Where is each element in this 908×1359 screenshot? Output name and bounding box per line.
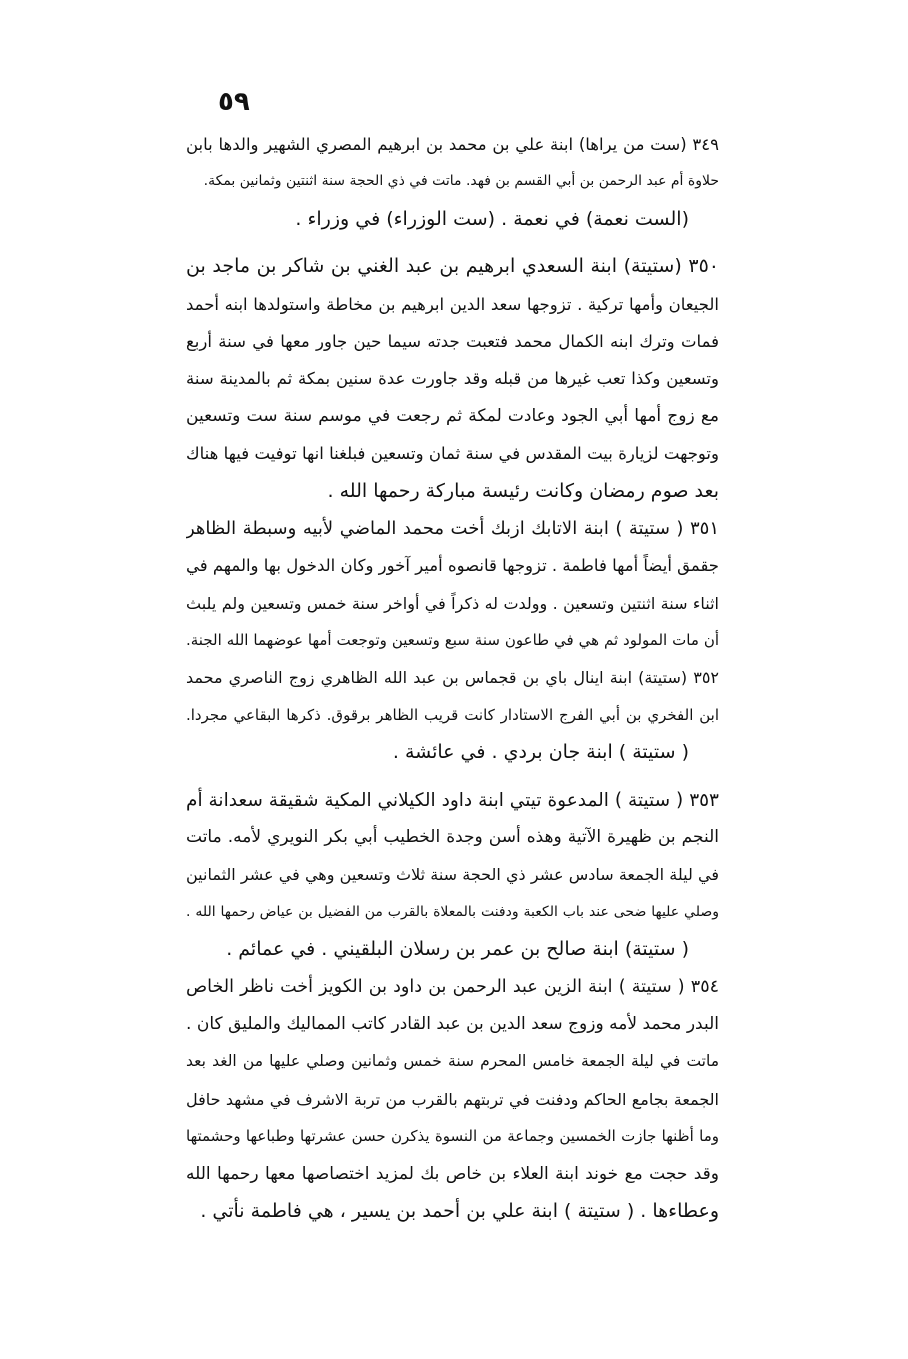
text-line: الجيعان وأمها تركية . تزوجها سعد الدين ابرهيم بن مخاطة واستولدها ابنه أحمد [186,294,719,314]
text-line: حلاوة أم عبد الرحمن بن أبي القسم بن فهد. ماتت في ذي الحجة سنة اثنتين وثمانين بمكة. [203,173,719,190]
text-line: مع زوج أمها أبي الجود وعادت لمكة ثم رجعت في موسم سنة ست وتسعين [186,405,719,426]
text-line: ٣٥٢ (ستيتة) ابنة اينال باي بن قجماس بن عبد الله الظاهري زوج الناصري محمد [186,668,719,688]
text-line: وصلي عليها ضحى عند باب الكعبة ودفنت بالمعلاة بالقرب من الفضيل بن عياض رحمها الله . [186,903,719,920]
text-line: وقد حجت مع خوند ابنة العلاء بن خاص بك لمزيد اختصاصها معها رحمها الله [186,1163,719,1184]
text-line: ٣٥١ ( ستيتة ) ابنة الاتابك ازبك أخت محمد الماضي لأبيه وسبطة الظاهر [186,517,719,539]
text-line: ابن الفخري بن أبي الفرج الاستادار كانت قريب الظاهر برقوق. ذكرها البقاعي مجردا. [186,705,719,724]
text-line: في ليلة الجمعة سادس عشر ذي الحجة سنة ثلاث وتسعين وهي في عشر الثمانين [186,865,719,885]
text-line: وتسعين وكذا تعب غيرها من قبله وقد جاورت عدة سنين بمكة ثم بالمدينة سنة [186,369,719,389]
text-line: فمات وترك ابنه الكمال محمد فتعبت جدته سيما حين جاور معها في سنة أربع [186,331,719,351]
text-line: ٣٥٣ ( ستيتة ) المدعوة تيتي ابنة داود الكيلاني المكية شقيقة سعدانة أم [186,789,719,811]
text-line: ٣٥٠ (ستيتة) ابنة السعدي ابرهيم بن عبد الغني بن شاكر بن ماجد بن [186,255,719,278]
main-text [186,126,719,1230]
cross-reference-line: (الست نعمة) في نعمة . (ست الوزراء) في وزراء . [295,207,689,230]
text-line: ماتت في ليلة الجمعة خامس المحرم سنة خمس وثمانين وصلي عليها من الغد بعد [186,1052,719,1071]
text-line: النجم بن ظهيرة الآتية وهذه أسن وجدة الخطيب أبي بكر النويري لأمه. ماتت [186,827,719,848]
text-line: وتوجهت لزيارة بيت المقدس في سنة ثمان وتسعين فبلغنا انها توفيت فيها هناك [186,444,719,464]
text-line: أن مات المولود ثم هي في طاعون سنة سبع وتسعين وتوجعت أمها عوضهما الله الجنة. [186,631,719,650]
text-line: ٣٥٤ ( ستيتة ) ابنة الزين عبد الرحمن بن داود بن الكويز أخت ناظر الخاص [186,976,719,997]
text-line: جقمق أيضاً أمها فاطمة . تزوجها قانصوه أمير آخور وكان الدخول بها والمهم في [186,556,719,576]
text-line: الجمعة بجامع الحاكم ودفنت في تربتهم بالقرب من تربة الاشرف في مشهد حافل [186,1089,719,1109]
cross-reference-line: ( ستيتة ) ابنة جان بردي . في عائشة . [392,741,689,764]
cross-reference-line: ( ستيتة) ابنة صالح بن عمر بن رسلان البلقيني . في عمائم . [226,938,689,961]
text-line: البدر محمد لأمه وزوج سعد الدين بن عبد القادر كاتب المماليك والمليق كان . [186,1013,719,1034]
text-line: وما أظنها جازت الخمسين وجماعة من النسوة يذكرن حسن عشرتها وطباعها وحشمتها [186,1127,719,1146]
text-line: بعد صوم رمضان وكانت رئيسة مباركة رحمها الله . [327,479,719,502]
text-line: ٣٤٩ (ست من يراها) ابنة علي بن محمد بن ابرهيم المصري الشهير والدها بابن [186,135,719,154]
page-number: ٥٩ [218,87,250,117]
text-line: وعطاءها . ( ستيتة ) ابنة علي بن أحمد بن يسير ، هي فاطمة نأتي . [200,1199,719,1222]
text-line: اثناء سنة اثنتين وتسعين . وولدت له ذكراً في أواخر سنة خمس وتسعين ولم يلبث [186,593,719,613]
